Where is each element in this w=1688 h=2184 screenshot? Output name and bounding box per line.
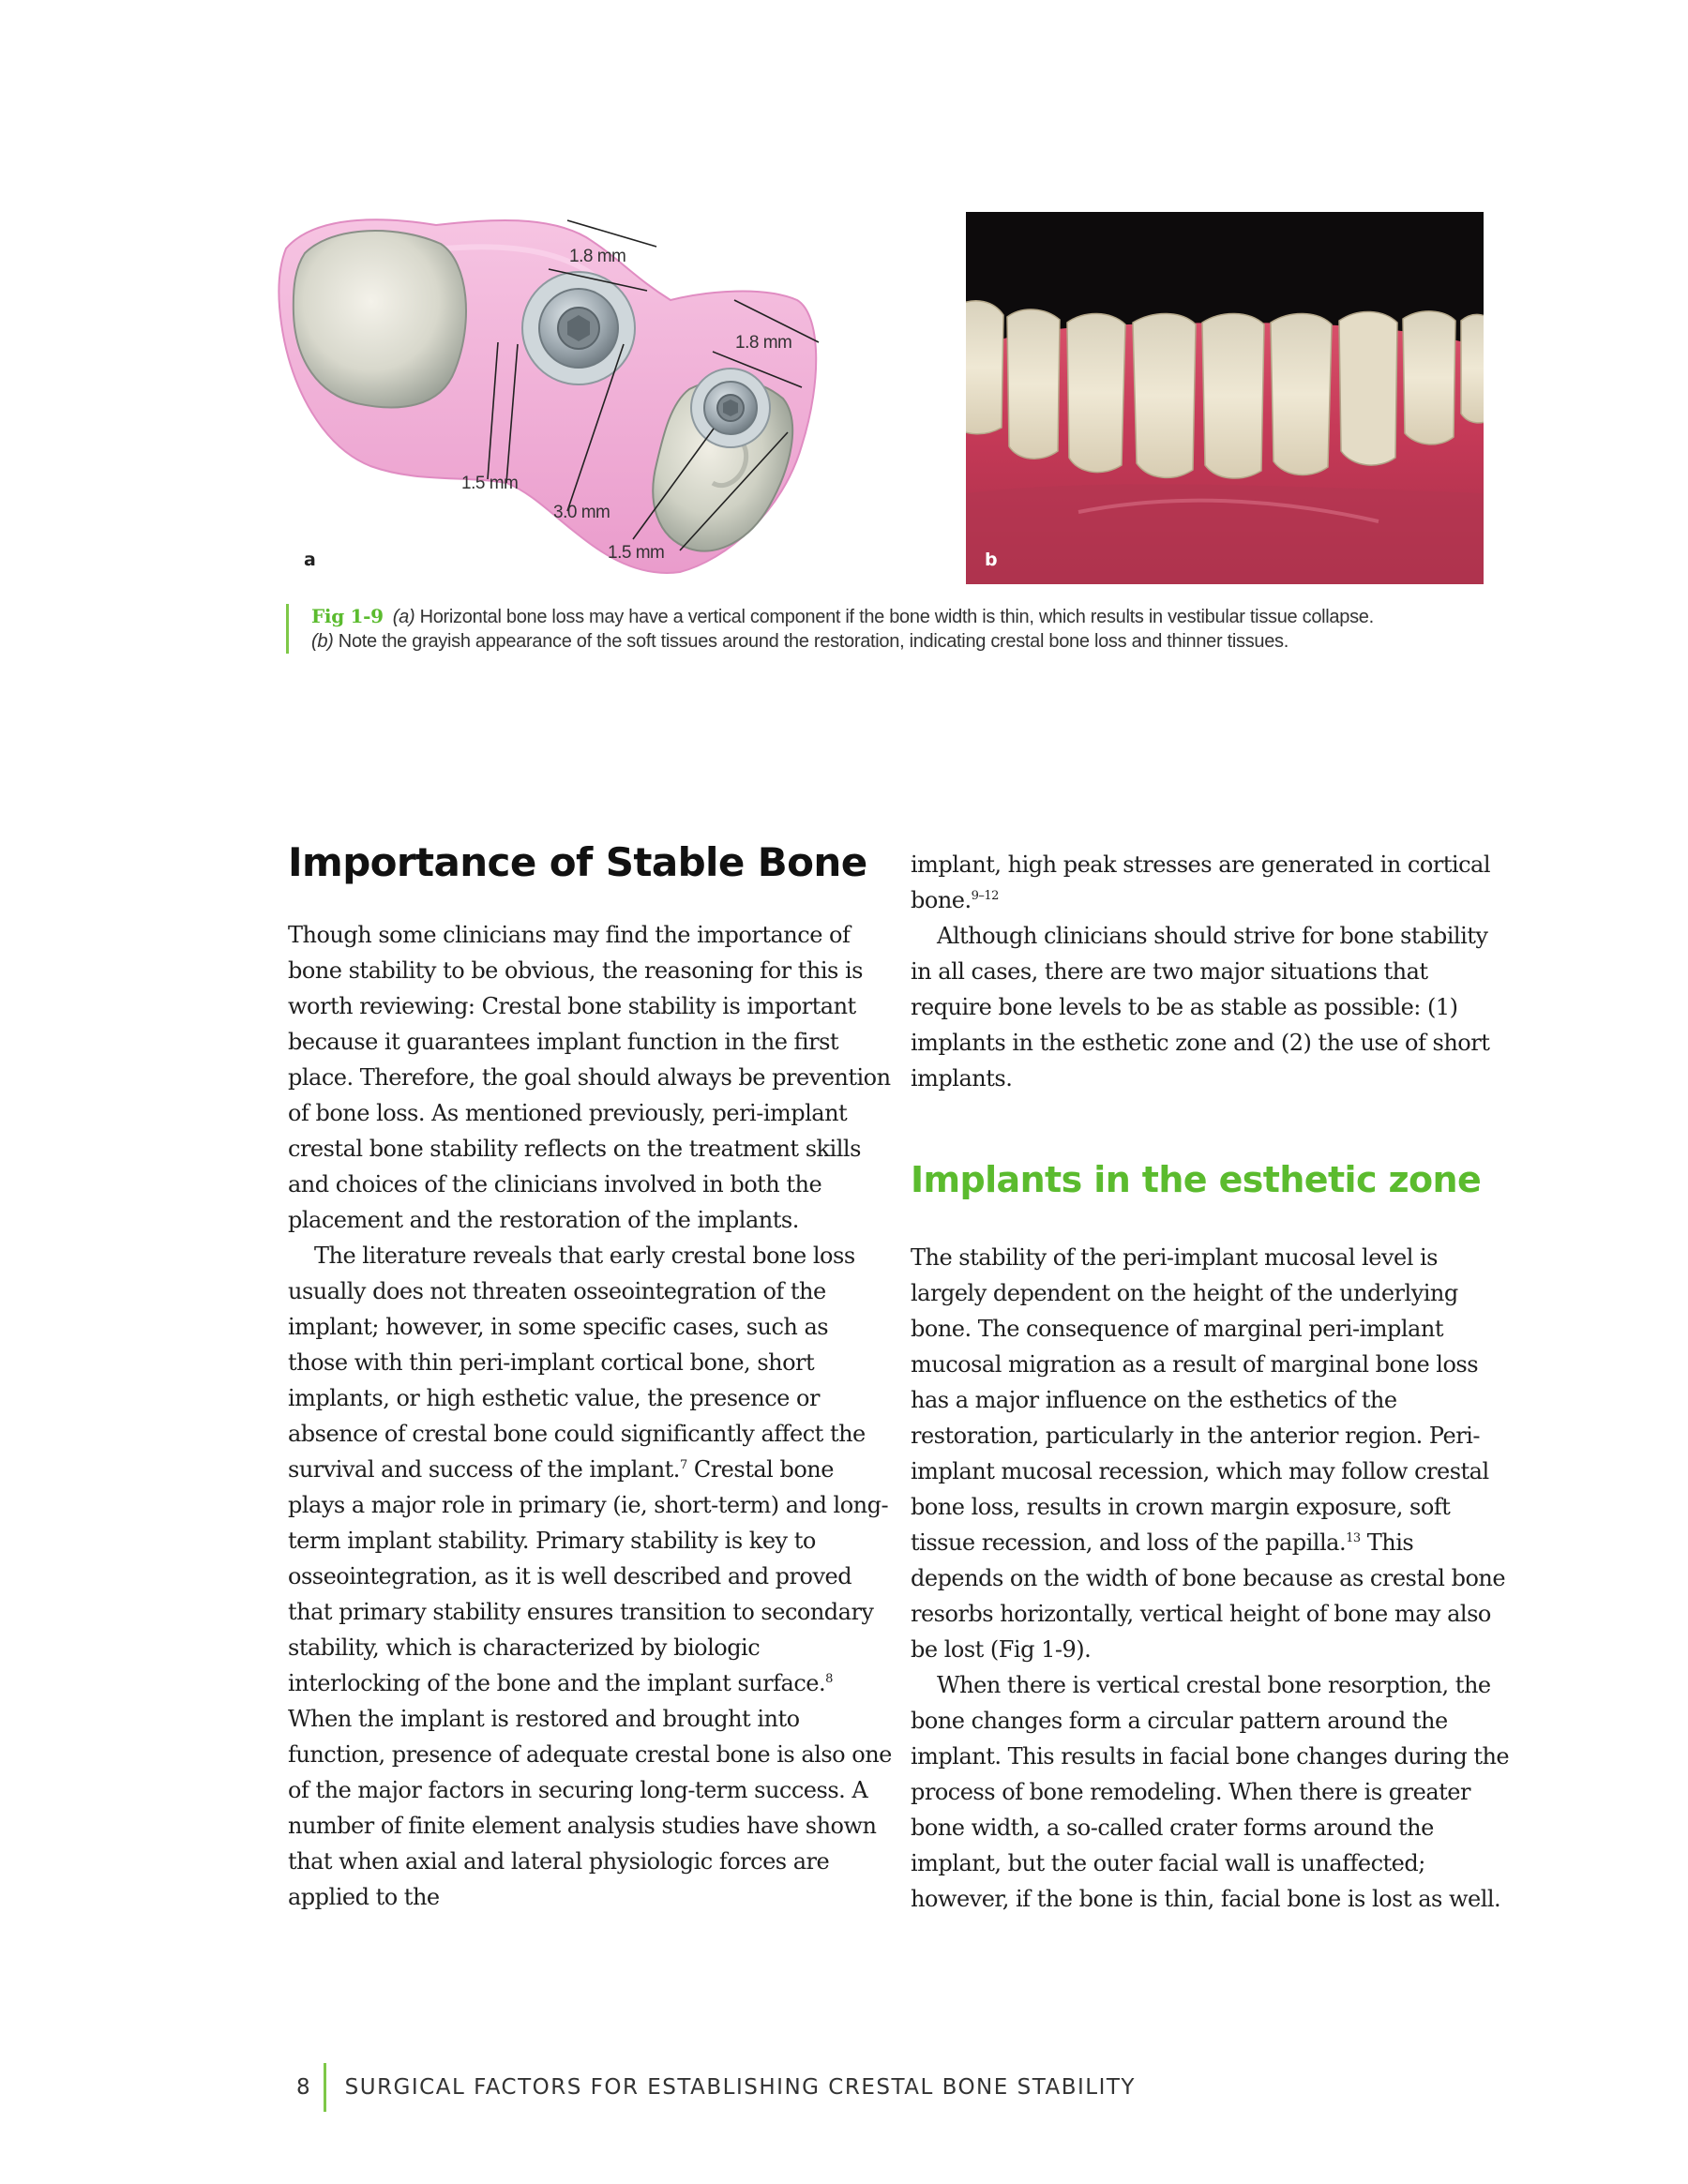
- caption-marker-b: (b): [311, 631, 334, 652]
- implant-large: [522, 272, 635, 384]
- page-number: 8: [296, 2075, 310, 2100]
- running-title: SURGICAL FACTORS FOR ESTABLISHING CRESTAL BONE STABILITY: [344, 2075, 1136, 2100]
- paragraph: When there is vertical crestal bone resorption, the bone changes form a circular pattern around the implant. This results in facial bone changes during the process of bone remodeling. When there is greater bone width, a so-called crater forms around the implant, but the outer facial wall is unaffected; however, if the bone is thin, facial bone is lost as well.: [911, 1672, 1510, 1912]
- left-column: [288, 917, 893, 1915]
- figure-photo-b: [966, 212, 1484, 584]
- reference-marker: 13: [1346, 1531, 1361, 1545]
- paragraph: Though some clinicians may find the importance of bone stability to be obvious, the reasoning for this is worth reviewing: Crestal bone stability is important because it guarantees implant function in the first place. Therefore, the goal should always be prevention of bone loss. As mentioned previously, peri-implant crestal bone stability reflects on the treatment skills and choices of the clinicians involved in both the placement and the restoration of the implants.: [288, 922, 891, 1233]
- figure-number: Fig 1-9: [311, 605, 384, 627]
- tooth-left: [294, 231, 466, 407]
- measure-label-bottom-3: 1.5 mm: [608, 543, 665, 563]
- panel-letter-a: a: [304, 550, 316, 570]
- paragraph: [911, 847, 1511, 918]
- paragraph-text: When the implant is restored and brought into function, presence of adequate crestal bone is also one of the major factors in securing long-term success. A number of finite element analysis studies have shown that when axial and lateral physiologic forces are applied to the: [288, 1706, 892, 1910]
- caption-marker-a: (a): [392, 607, 415, 627]
- figure-illustration-a: [277, 211, 938, 579]
- panel-letter-b: b: [985, 550, 998, 570]
- section-heading: Importance of Stable Bone: [288, 839, 867, 885]
- reference-marker: 9–12: [971, 889, 999, 903]
- paragraph: [288, 1238, 893, 1915]
- caption-text-a: Horizontal bone loss may have a vertical component if the bone width is thin, which results in vestibular tissue collapse.: [414, 607, 1374, 627]
- paragraph-text: This depends on the width of bone because as crestal bone resorbs horizontally, vertical height of bone may also be lost (Fig 1-9).: [911, 1529, 1506, 1663]
- reference-marker: 8: [825, 1672, 833, 1686]
- paragraph-text: implant, high peak stresses are generated in cortical bone.: [911, 851, 1491, 913]
- figure-caption: [286, 604, 1530, 654]
- subsection-heading: Implants in the esthetic zone: [911, 1159, 1482, 1200]
- paragraph: Although clinicians should strive for bone stability in all cases, there are two major situations that require bone levels to be as stable as possible: (1) implants in the esthetic zone and (2) the use of short implants.: [911, 923, 1490, 1092]
- measure-label-bottom-2: 3.0 mm: [553, 503, 610, 522]
- measure-label-top-2: 1.8 mm: [735, 333, 792, 353]
- paragraph-text: Crestal bone plays a major role in primary (ie, short-term) and long-term implant stability. Primary stability is key to osseointegration, as it is well described and proved that primary stability ensures transition to secondary stability, which is characterized by biologic interlocking of the bone and the implant surface.: [288, 1456, 889, 1696]
- page-footer: [296, 2063, 1136, 2112]
- paragraph-text: The literature reveals that early crestal bone loss usually does not threaten osseointegration of the implant; however, in some specific cases, such as those with thin peri-implant cortical bone, short implants, or high esthetic value, the presence or absence of crestal bone could significantly affect the survival and success of the implant.: [288, 1243, 866, 1483]
- right-column-top: [911, 847, 1511, 1096]
- reference-marker: 7: [679, 1458, 687, 1472]
- paragraph-text: The stability of the peri-implant mucosal level is largely dependent on the height of the underlying bone. The consequence of marginal peri-implant mucosal migration as a result of marginal bone loss has a major influence on the esthetics of the restoration, particularly in the anterior region. Peri-implant mucosal recession, which may follow crestal bone loss, results in crown margin exposure, soft tissue recession, and loss of the papilla.: [911, 1244, 1489, 1556]
- implant-small: [691, 369, 770, 447]
- caption-text-b: Note the grayish appearance of the soft tissues around the restoration, indicating crestal bone loss and thinner tissues.: [333, 631, 1289, 652]
- measure-label-top-1: 1.8 mm: [569, 247, 626, 266]
- footer-divider: [324, 2063, 326, 2112]
- right-column-bottom: [911, 1240, 1511, 1917]
- paragraph: [911, 1240, 1511, 1667]
- measure-label-bottom-1: 1.5 mm: [461, 474, 519, 493]
